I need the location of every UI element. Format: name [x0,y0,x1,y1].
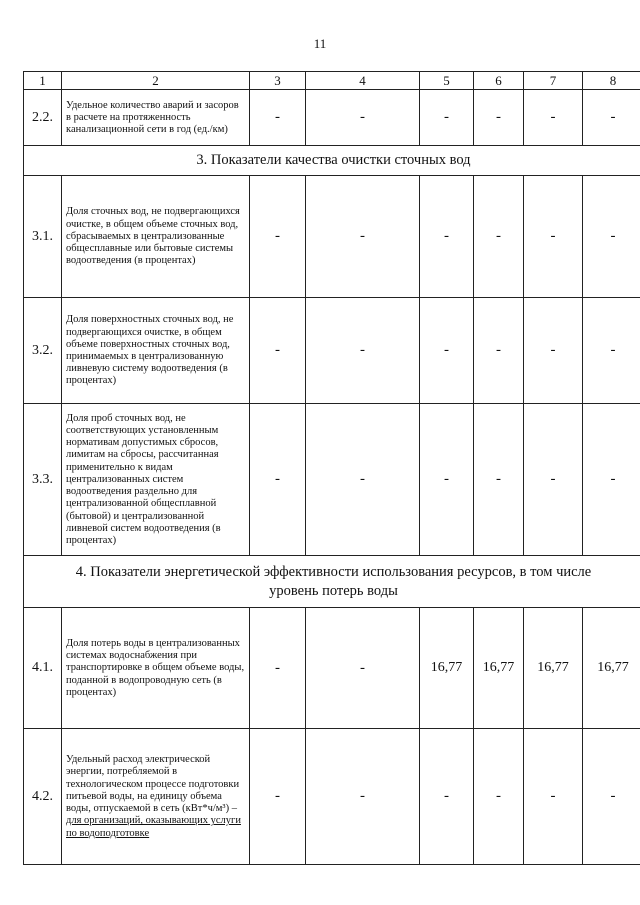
row-description: Удельное количество аварий и засоров в расчете на протяженность канализационной сети в год (ед./км) [62,90,250,146]
row-value: - [420,298,474,404]
table-row [24,176,640,298]
row-value: - [306,404,420,556]
row-number: 3.2. [24,298,62,404]
table-row [24,608,640,729]
section-header-row [24,556,640,608]
row-value: - [250,90,306,146]
section-4-title-line-1: 4. Показатели энергетической эффективности использования ресурсов, в том числе [75,563,592,580]
row-number: 4.1. [24,608,62,729]
section-header-row [24,146,640,176]
row-value: - [524,404,583,556]
column-header: 2 [62,72,250,90]
column-header: 8 [583,72,640,90]
row-value: - [524,729,583,865]
row-value: - [306,298,420,404]
row-value: - [474,298,524,404]
column-header: 1 [24,72,62,90]
table-row [24,729,640,865]
row-value: - [583,404,640,556]
row-number: 4.2. [24,729,62,865]
row-value: - [250,298,306,404]
row-value: 16,77 [420,608,474,729]
row-value: - [583,729,640,865]
row-value: - [306,729,420,865]
column-header: 5 [420,72,474,90]
row-value: - [524,298,583,404]
row-value: 16,77 [474,608,524,729]
row-value: - [524,90,583,146]
row-value: - [474,176,524,298]
row-value: - [583,90,640,146]
page-number: 11 [313,36,327,51]
row-description: Доля поверхностных сточных вод, не подвергающихся очистке, в общем объеме поверхностных сточных вод, принимаемых в централизованную ливневую систему водоотведения (в процентах) [62,298,250,404]
row-value: - [250,729,306,865]
row-description: Доля потерь воды в централизованных системах водоснабжения при транспортировке в общем объеме воды, поданной в водопроводную сеть (в процентах) [62,608,250,729]
row-value: - [524,176,583,298]
row-value: - [306,90,420,146]
row-number: 3.3. [24,404,62,556]
row-description: Доля проб сточных вод, не соответствующих установленным нормативам допустимых сбросов, лимитам на сбросы, рассчитанная применительно к видам централизованных систем водоотведения раздельно для централизованной общесплавной (бытовой) и централизованной ливневой систем водоотведения (в процентах) [62,404,250,556]
section-4-title-line-2: уровень потерь воды [269,582,398,599]
table-row [24,298,640,404]
row-value: - [420,90,474,146]
row-number: 2.2. [24,90,62,146]
column-header: 7 [524,72,583,90]
table-row [24,404,640,556]
row-value: - [474,90,524,146]
row-description-main: Удельный расход электрической энергии, потребляемой в технологическом процессе подготовки питьевой воды, на единицу объема воды, отпускаемой в сеть (кВт*ч/м³) – [66,754,240,815]
row-value: 16,77 [524,608,583,729]
column-header: 6 [474,72,524,90]
row-value: 16,77 [583,608,640,729]
row-value: - [474,729,524,865]
section-4-title [24,556,640,608]
row-value: - [420,404,474,556]
row-value: - [583,176,640,298]
row-value: - [306,176,420,298]
column-header-row [24,72,640,90]
indicators-table [23,71,640,865]
row-value: - [420,729,474,865]
table-row [24,90,640,146]
column-header: 3 [250,72,306,90]
row-description: Доля сточных вод, не подвергающихся очистке, в общем объеме сточных вод, сбрасываемых в централизованные общесплавные или бытовые системы водоотведения (в процентах) [62,176,250,298]
row-description-underlined: для организаций, оказывающих услуги по водоподготовке [66,815,241,839]
column-header: 4 [306,72,420,90]
row-value: - [250,608,306,729]
row-value: - [420,176,474,298]
row-value: - [250,404,306,556]
row-value: - [474,404,524,556]
row-value: - [583,298,640,404]
row-description [62,729,250,865]
row-number: 3.1. [24,176,62,298]
section-3-title: 3. Показатели качества очистки сточных вод [24,146,640,176]
row-value: - [250,176,306,298]
row-value: - [306,608,420,729]
